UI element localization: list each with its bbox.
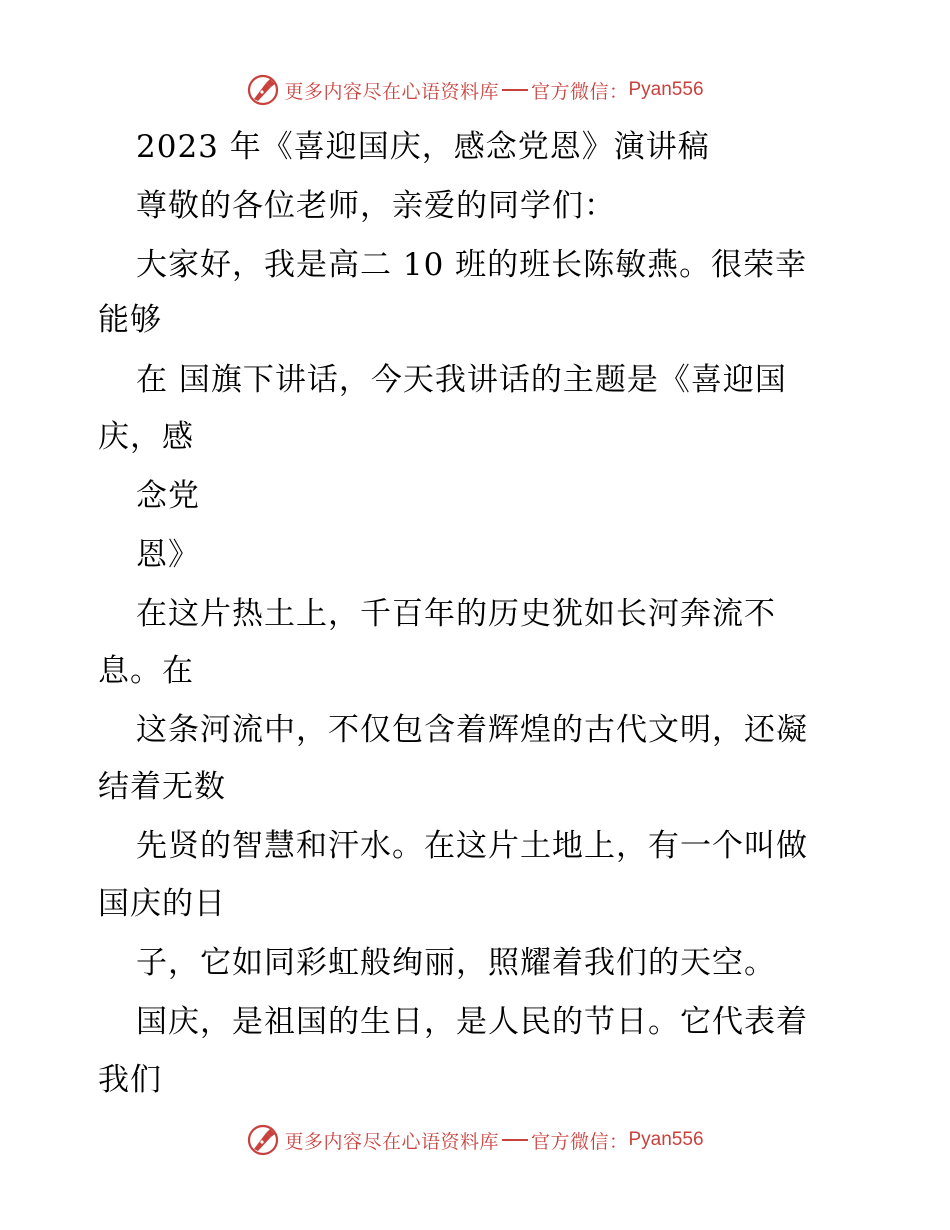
watermark-label: 官方微信： [530, 1130, 629, 1153]
pen-nib-logo-icon [246, 73, 280, 107]
doc-line: 息。在 [98, 653, 194, 689]
footer-watermark [0, 1120, 950, 1160]
doc-line: 念党 [136, 478, 200, 514]
doc-line: 在 国旗下讲话，今天我讲话的主题是《喜迎国 [136, 362, 787, 398]
doc-line: 大家好，我是高二 10 班的班长陈敏燕。很荣幸 [136, 247, 808, 283]
watermark-id: Pyan556 [628, 79, 704, 100]
pen-nib-logo-icon [246, 1123, 280, 1157]
doc-line: 结着无数 [98, 769, 226, 805]
watermark-label: 官方微信： [530, 80, 629, 103]
doc-line: 庆，感 [98, 419, 194, 455]
doc-line: 这条河流中，不仅包含着辉煌的古代文明，还凝 [136, 712, 808, 748]
watermark-text: 更多内容尽在心语资料库 [284, 1130, 499, 1153]
doc-line: 恩》 [136, 537, 200, 573]
watermark-divider [502, 89, 528, 91]
watermark-divider [502, 1139, 528, 1141]
header-watermark [0, 70, 950, 110]
doc-line: 能够 [98, 302, 162, 338]
watermark-id: Pyan556 [628, 1129, 704, 1150]
doc-title: 2023 年《喜迎国庆，感念党恩》演讲稿 [136, 129, 710, 165]
doc-line: 尊敬的各位老师，亲爱的同学们： [136, 188, 616, 224]
doc-line: 先贤的智慧和汗水。在这片土地上，有一个叫做 [136, 828, 808, 864]
watermark-text: 更多内容尽在心语资料库 [284, 80, 499, 103]
doc-line: 子，它如同彩虹般绚丽，照耀着我们的天空。 [136, 945, 776, 981]
doc-line: 国庆的日 [98, 886, 226, 922]
doc-line: 我们 [98, 1062, 162, 1098]
doc-line: 在这片热土上，千百年的历史犹如长河奔流不 [136, 596, 776, 632]
doc-line: 国庆，是祖国的生日，是人民的节日。它代表着 [136, 1004, 808, 1040]
